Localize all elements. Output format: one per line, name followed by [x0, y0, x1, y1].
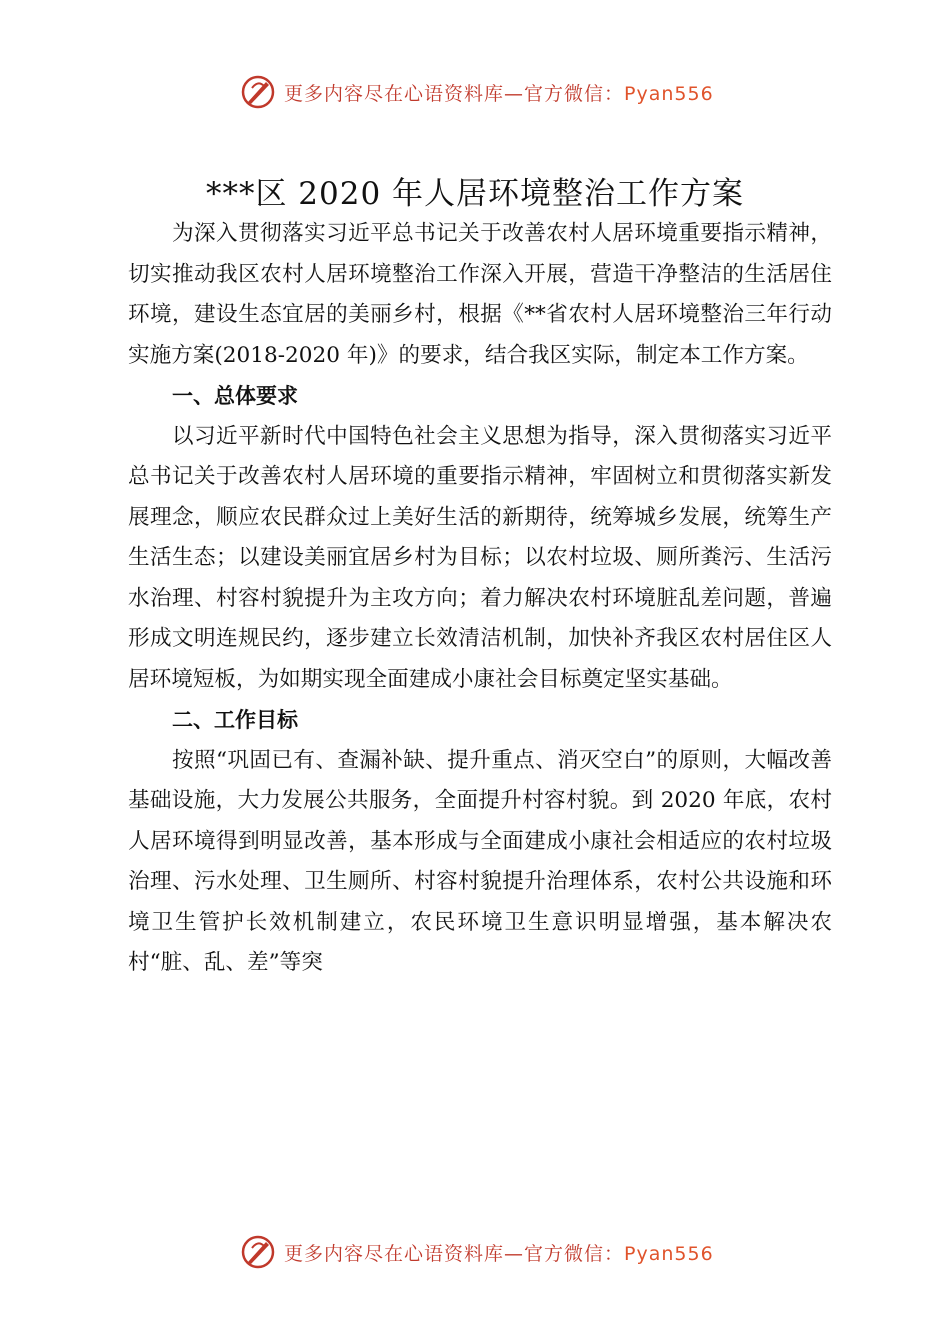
- section-heading-overall-requirements: 一、总体要求: [172, 384, 298, 408]
- watermark-text: 更多内容尽在心语资料库—官方微信：Pyan556: [284, 1242, 714, 1265]
- watermark-header: [240, 72, 714, 112]
- quill-pen-logo-icon: [240, 1234, 276, 1270]
- document-title: ***区 2020 年人居环境整治工作方案: [205, 176, 745, 212]
- section-paragraph-work-goals: 按照“巩固已有、查漏补缺、提升重点、消灭空白”的原则，大幅改善基础设施，大力发展公共服务，全面提升村容村貌。到 2020 年底，农村人居环境得到明显改善，基本形成与全面建成小康社会相适应的农村垃圾治理、污水处理、卫生厕所、村容村貌提升治理体系，农村公共设施和环境卫生管护长效机制建立，农民环境卫生意识明显增强，基本解决农村“脏、乱、差”等突: [128, 747, 832, 975]
- section-paragraph-overall-requirements: 以习近平新时代中国特色社会主义思想为指导，深入贯彻落实习近平总书记关于改善农村人居环境的重要指示精神，牢固树立和贯彻落实新发展理念，顺应农民群众过上美好生活的新期待，统筹城乡发展，统筹生产生活生态；以建设美丽宜居乡村为目标；以农村垃圾、厕所粪污、生活污水治理、村容村貌提升为主攻方向；着力解决农村环境脏乱差问题，普遍形成文明连规民约，逐步建立长效清洁机制，加快补齐我区农村居住区人居环境短板，为如期实现全面建成小康社会目标奠定坚实基础。: [128, 423, 832, 692]
- document-body: [128, 214, 832, 984]
- section-heading-work-goals: 二、工作目标: [172, 708, 298, 732]
- wechat-id: Pyan556: [624, 1242, 714, 1265]
- quill-pen-logo-icon: [240, 74, 276, 110]
- watermark-footer: [240, 1232, 714, 1272]
- watermark-text: 更多内容尽在心语资料库—官方微信：Pyan556: [284, 82, 714, 105]
- wechat-id: Pyan556: [624, 82, 714, 105]
- intro-paragraph: 为深入贯彻落实习近平总书记关于改善农村人居环境重要指示精神，切实推动我区农村人居环境整治工作深入开展，营造干净整洁的生活居住环境，建设生态宜居的美丽乡村，根据《**省农村人居环境整治三年行动实施方案(2018-2020 年)》的要求，结合我区实际，制定本工作方案。: [128, 221, 832, 368]
